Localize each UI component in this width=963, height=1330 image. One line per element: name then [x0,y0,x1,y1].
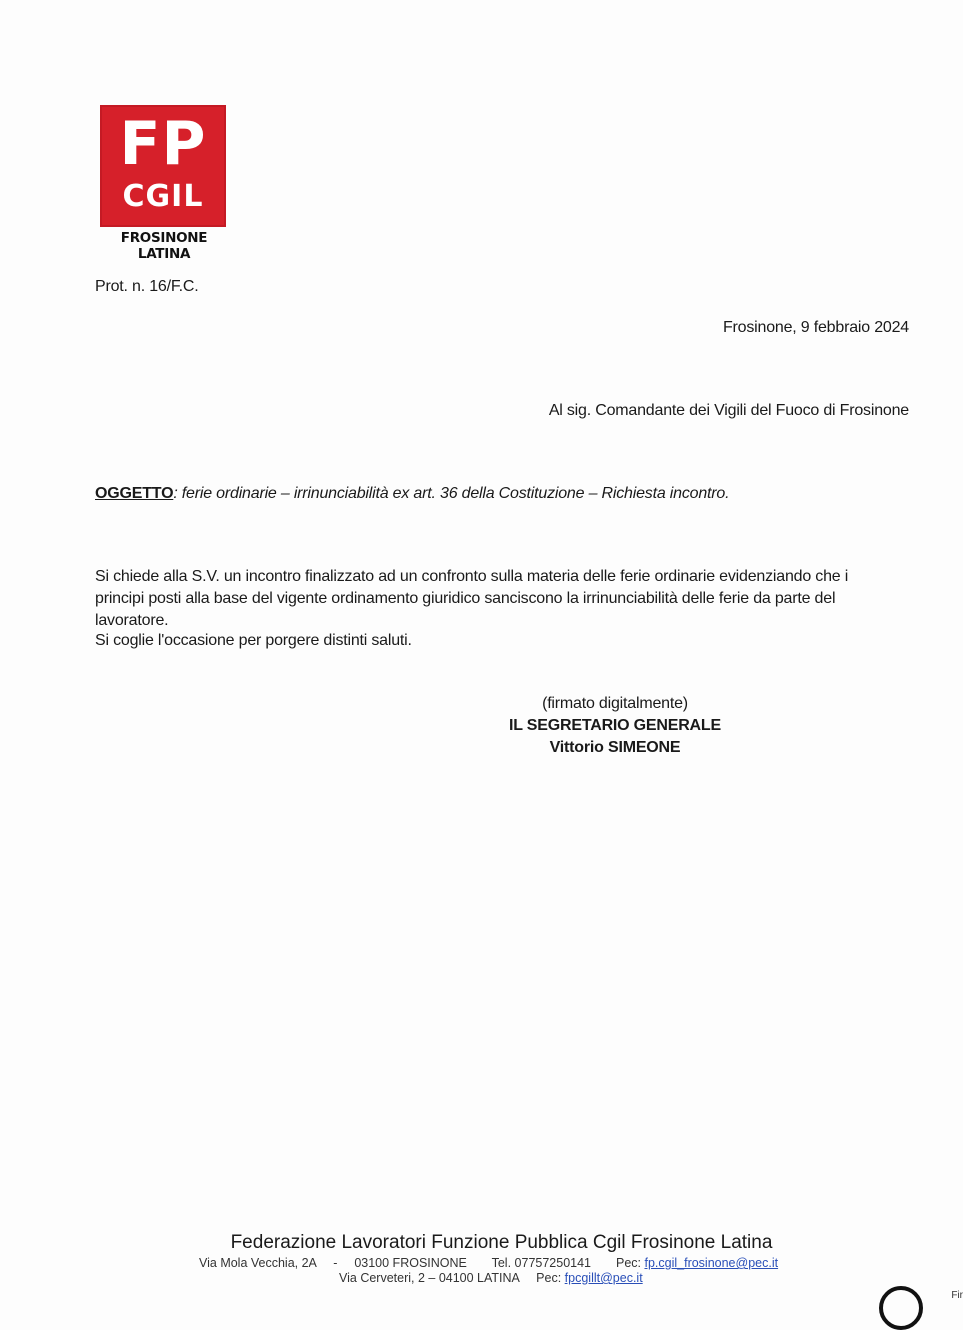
letter-date: Frosinone, 9 febbraio 2024 [722,319,909,336]
footer-address: Via Cerveteri, 2 – 04100 LATINA [339,1271,520,1285]
footer-organization: Federazione Lavoratori Funzione Pubblica Cgil Frosinone Latina [230,1232,773,1253]
recipient: Al sig. Comandante dei Vigili del Fuoco di Frosinone [548,402,909,419]
footer-tel: Tel. 07757250141 [491,1256,592,1270]
logo [100,105,226,227]
closing-line: Si coglie l'occasione per porgere distinti saluti. [95,632,412,649]
body-paragraph: Si chiede alla S.V. un incontro finalizzato ad un confronto sulla materia delle ferie ordinarie evidenziando che i principi posti alla base del vigente ordinamento giuridico sanciscono la irrinunciabilità delle ferie da parte del lavoratore. [95,568,849,629]
footer-city: 03100 FROSINONE [354,1256,467,1270]
logo-subtitle: FROSINONE LATINA [120,230,208,262]
signature-block [490,693,740,759]
signature-role: IL SEGRETARIO GENERALE [509,717,721,734]
footer-pec-label: Pec: [615,1256,641,1270]
logo-fp-text: FP [119,109,207,179]
circle-icon [879,1286,923,1330]
footer-address-frosinone [199,1255,778,1271]
footer-pec-label: Pec: [536,1271,562,1285]
footer-address: Via Mola Vecchia, 2A [199,1256,317,1270]
footer-separator: - [333,1256,338,1270]
signature-note: (firmato digitalmente) [542,695,688,712]
signature-name: Vittorio SIMEONE [549,739,681,756]
protocol-number: Prot. n. 16/F.C. [95,278,199,295]
logo-cgil-text: CGIL [122,179,204,214]
footer-pec-frosinone-link[interactable]: fp.cgil_frosinone@pec.it [644,1256,779,1270]
subject-text: : ferie ordinarie – irrinunciabilità ex art. 36 della Costituzione – Richiesta incontro. [173,485,730,502]
footer-address-latina [339,1270,643,1286]
footer-pec-latina-link[interactable]: fpcgillt@pec.it [564,1271,643,1285]
subject-line [95,483,729,505]
corner-text: Fir [951,1290,963,1301]
subject-label: OGGETTO [95,485,174,502]
